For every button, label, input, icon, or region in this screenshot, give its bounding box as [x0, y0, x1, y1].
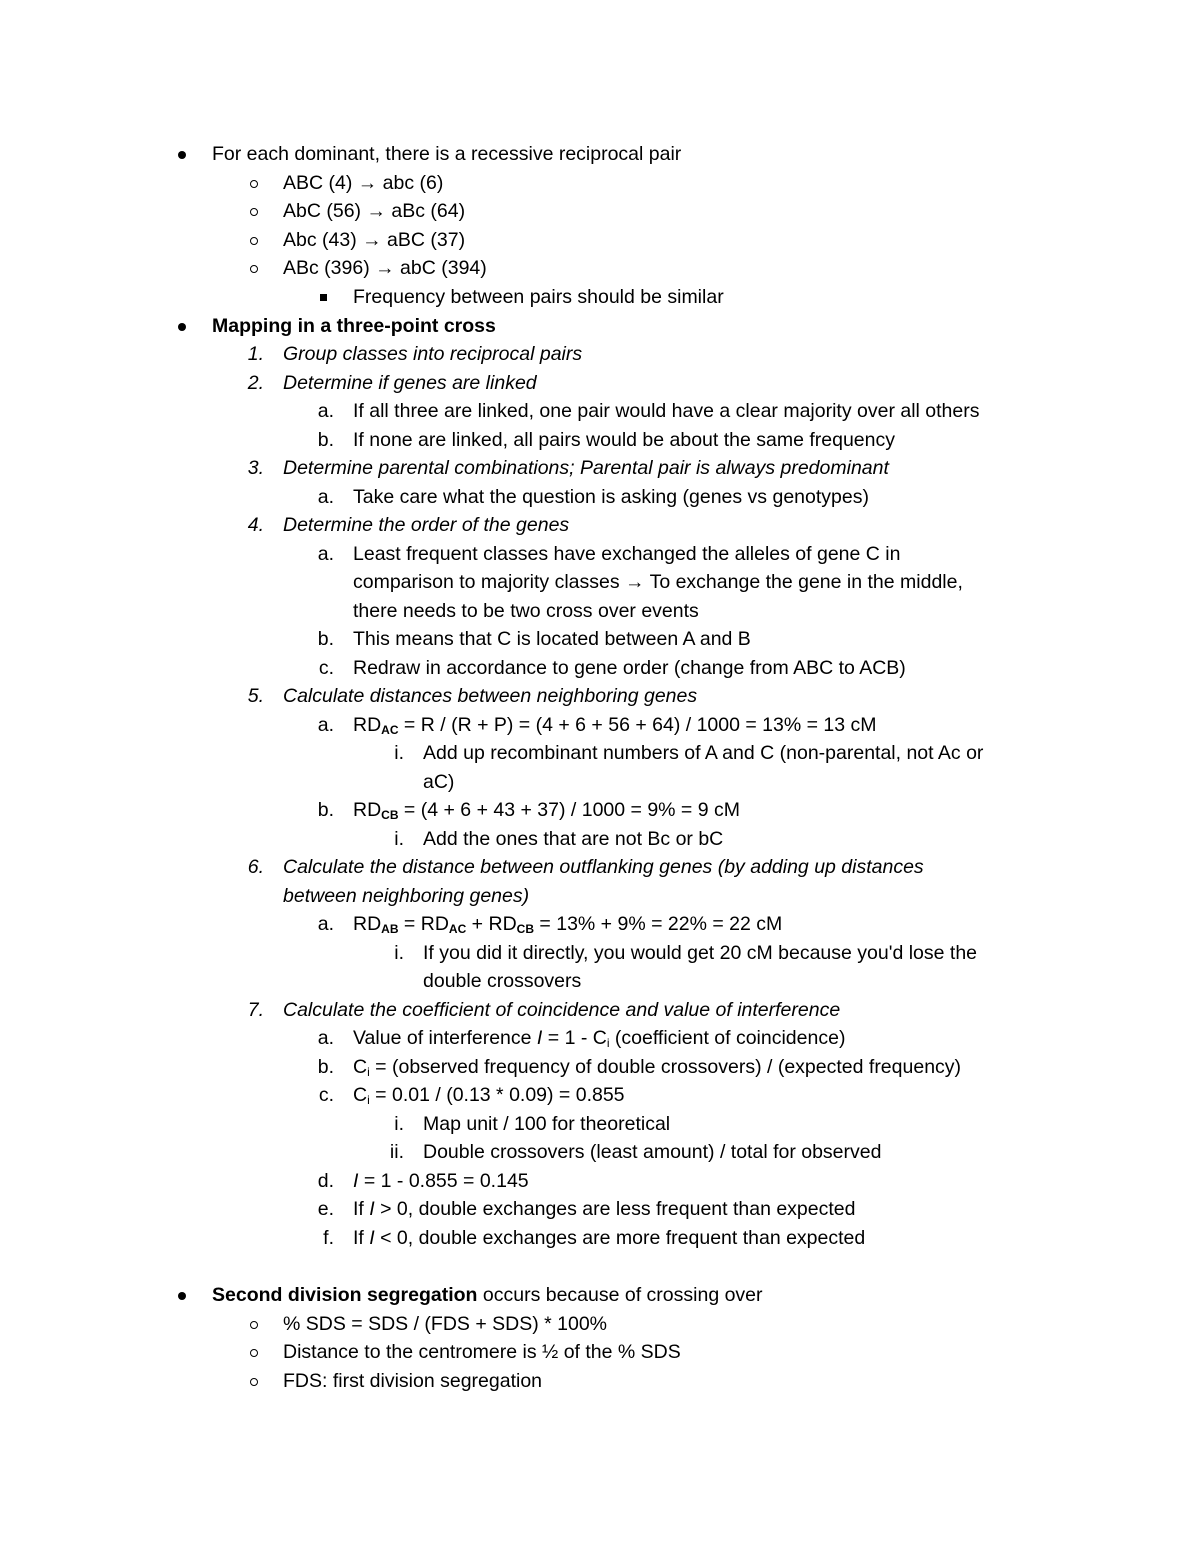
step-7c: $C_i = 0.01 / (0.13 * 0.09) = 0.855$	[353, 1084, 625, 1107]
sub-marker: a.	[317, 714, 334, 736]
pairs-note: Frequency between pairs should be similar	[353, 286, 724, 308]
roman-marker: ii.	[389, 1141, 404, 1163]
step-4a-line3: there needs to be two cross over events	[353, 600, 699, 622]
roman-marker: i.	[394, 942, 404, 964]
pair-item: AbC (56) → aBc (64)	[283, 200, 466, 222]
sub-marker: a.	[317, 400, 334, 422]
section3-title: Second division segregation occurs because of crossing over	[212, 1284, 763, 1306]
step-4c: Redraw in accordance to gene order (change from ABC to ACB)	[353, 657, 906, 679]
sds-item: Distance to the centromere is ½ of the % SDS	[283, 1341, 681, 1363]
step-6-line1: Calculate the distance between outflanking genes (by adding up distances	[283, 856, 924, 878]
roman-marker: i.	[394, 828, 404, 850]
sds-item: % SDS = SDS / (FDS + SDS) * 100%	[283, 1313, 608, 1335]
step-5a-i-line1: Add up recombinant numbers of A and C (non-parental, not Ac or	[423, 742, 984, 764]
step-marker: 7.	[247, 999, 264, 1021]
step-4a-line2: comparison to majority classes → To exchange the gene in the middle,	[353, 571, 963, 593]
bullet-circle-icon	[250, 1378, 258, 1386]
bullet-circle-icon	[250, 1321, 258, 1329]
step-6a-i-line1: If you did it directly, you would get 20 cM because you'd lose the	[423, 942, 978, 964]
step-marker: 3.	[247, 457, 264, 479]
sub-marker: c.	[318, 1084, 334, 1106]
step-marker: 5.	[247, 685, 264, 707]
step-5a-i-line2: aC)	[423, 771, 455, 793]
step-marker: 1.	[247, 343, 264, 365]
step-5a: $RD_{AC} = R / (R + P) = (4 + 6 + 56 + 64) / 1000 = 13\% = 13$ cM	[353, 714, 877, 737]
step-6a: $RD_{AB} = RD_{AC} + RD_{CB} = 13\% + 9\% = 22\% = 22$ cM	[353, 913, 783, 936]
pair-item: ABc (396) → abC (394)	[283, 257, 487, 279]
sub-marker: a.	[317, 913, 334, 935]
pair-item: ABC (4) → abc (6)	[283, 172, 444, 194]
step-marker: 6.	[247, 856, 264, 878]
step-3: Determine parental combinations; Parental pair is always predominant	[283, 457, 889, 479]
step-marker: 2.	[247, 372, 264, 394]
step-2a: If all three are linked, one pair would have a clear majority over all others	[353, 400, 980, 422]
bullet-disc-icon	[178, 1292, 186, 1300]
sub-marker: b.	[317, 799, 334, 821]
roman-marker: i.	[394, 1113, 404, 1135]
bullet-circle-icon	[250, 208, 258, 216]
bullet-square-icon	[320, 294, 327, 301]
sub-marker: a.	[317, 486, 334, 508]
sub-marker: a.	[317, 543, 334, 565]
step-7c-i: Map unit / 100 for theoretical	[423, 1113, 671, 1135]
sub-marker: c.	[318, 657, 334, 679]
bullet-disc-icon	[178, 323, 186, 331]
pair-item: Abc (43) → aBC (37)	[283, 229, 466, 251]
step-marker: 4.	[247, 514, 264, 536]
step-7a: Value of interference $I = 1 - C_i$ (coefficient of coincidence)	[353, 1027, 846, 1050]
step-7e: If I > 0, double exchanges are less frequent than expected	[353, 1198, 856, 1220]
step-7d: I = 1 - 0.855 = 0.145	[353, 1170, 529, 1192]
sub-marker: f.	[323, 1227, 334, 1249]
step-3a: Take care what the question is asking (genes vs genotypes)	[353, 486, 869, 508]
bullet-circle-icon	[250, 237, 258, 245]
step-4a-line1: Least frequent classes have exchanged the alleles of gene C in	[353, 543, 901, 565]
step-6-line2: between neighboring genes)	[283, 885, 530, 907]
step-2b: If none are linked, all pairs would be about the same frequency	[353, 429, 896, 451]
step-4: Determine the order of the genes	[283, 514, 570, 536]
section2-title: Mapping in a three-point cross	[212, 315, 496, 337]
bullet-circle-icon	[250, 265, 258, 273]
sub-marker: a.	[317, 1027, 334, 1049]
step-7: Calculate the coefficient of coincidence and value of interference	[283, 999, 841, 1021]
sub-marker: d.	[317, 1170, 334, 1192]
step-7b: $C_i$ = (observed frequency of double crossovers) / (expected frequency)	[353, 1056, 962, 1079]
step-6a-i-line2: double crossovers	[423, 970, 582, 992]
sub-marker: e.	[317, 1198, 334, 1220]
roman-marker: i.	[394, 742, 404, 764]
sub-marker: b.	[317, 1056, 334, 1078]
step-5b: $RD_{CB} = (4 + 6 + 43 + 37) / 1000 = 9\% = 9$ cM	[353, 799, 740, 822]
section1-intro: For each dominant, there is a recessive reciprocal pair	[212, 143, 682, 165]
sub-marker: b.	[317, 628, 334, 650]
step-4b: This means that C is located between A and B	[353, 628, 751, 650]
step-7f: If I < 0, double exchanges are more frequent than expected	[353, 1227, 866, 1249]
bullet-circle-icon	[250, 180, 258, 188]
step-5b-i: Add the ones that are not Bc or bC	[423, 828, 724, 850]
step-5: Calculate distances between neighboring genes	[283, 685, 698, 707]
sds-item: FDS: first division segregation	[283, 1370, 543, 1392]
step-7c-ii: Double crossovers (least amount) / total for observed	[423, 1141, 882, 1163]
bullet-disc-icon	[178, 151, 186, 159]
step-1: Group classes into reciprocal pairs	[283, 343, 583, 365]
bullet-circle-icon	[250, 1349, 258, 1357]
sub-marker: b.	[317, 429, 334, 451]
step-2: Determine if genes are linked	[283, 372, 537, 394]
